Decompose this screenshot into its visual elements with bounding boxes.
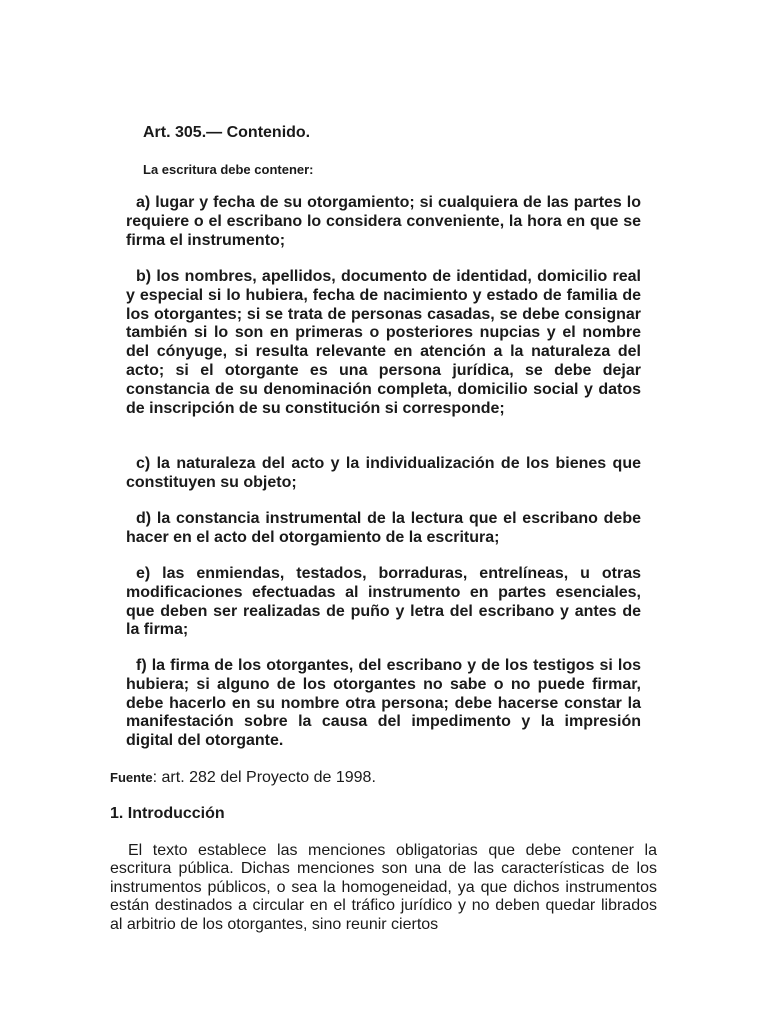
- source-label: Fuente: [110, 770, 153, 785]
- section-heading: 1. Introducción: [110, 805, 225, 822]
- section-paragraph: El texto establece las menciones obligatorias que debe contener la escritura pública. Dichas menciones son una de las características de los instrumentos públicos, o sea la homogeneidad, ya que dichos instrumentos están destinados a circular en el tráfico jurídico y no deben quedar librados al arbitrio de los otorgantes, sino reunir ciertos: [110, 842, 657, 933]
- article-item-f: f) la firma de los otorgantes, del escribano y de los testigos si los hubiera; si alguno de los otorgantes no sabe o no puede firmar, debe hacerlo en su nombre otra persona; debe hacerse constar la manifestación sobre la causa del impedimento y la impresión digital del otorgante.: [126, 657, 641, 750]
- article-item-d: d) la constancia instrumental de la lectura que el escribano debe hacer en el acto del otorgamiento de la escritura;: [126, 510, 641, 546]
- source-line: [110, 769, 376, 787]
- article-item-a: a) lugar y fecha de su otorgamiento; si cualquiera de las partes lo requiere o el escribano lo considera conveniente, la hora en que se firma el instrumento;: [126, 194, 641, 249]
- source-text: : art. 282 del Proyecto de 1998.: [152, 769, 376, 786]
- article-item-b: b) los nombres, apellidos, documento de identidad, domicilio real y especial si lo hubiera, fecha de nacimiento y estado de familia de los otorgantes; si se trata de personas casadas, se debe consignar también si lo son en primeras o posteriores nupcias y el nombre del cónyuge, si resulta relevante en atención a la naturaleza del acto; si el otorgante es una persona jurídica, se debe dejar constancia de su denominación completa, domicilio social y datos de inscripción de su constitución si corresponde;: [126, 268, 641, 417]
- article-item-c: c) la naturaleza del acto y la individualización de los bienes que constituyen su objeto;: [126, 455, 641, 491]
- article-item-e: e) las enmiendas, testados, borraduras, entrelíneas, u otras modificaciones efectuadas al instrumento en partes esenciales, que deben ser realizadas de puño y letra del escribano y antes de la firma;: [126, 565, 641, 639]
- article-intro: La escritura debe contener:: [143, 162, 314, 177]
- article-title: Art. 305.— Contenido.: [143, 124, 311, 141]
